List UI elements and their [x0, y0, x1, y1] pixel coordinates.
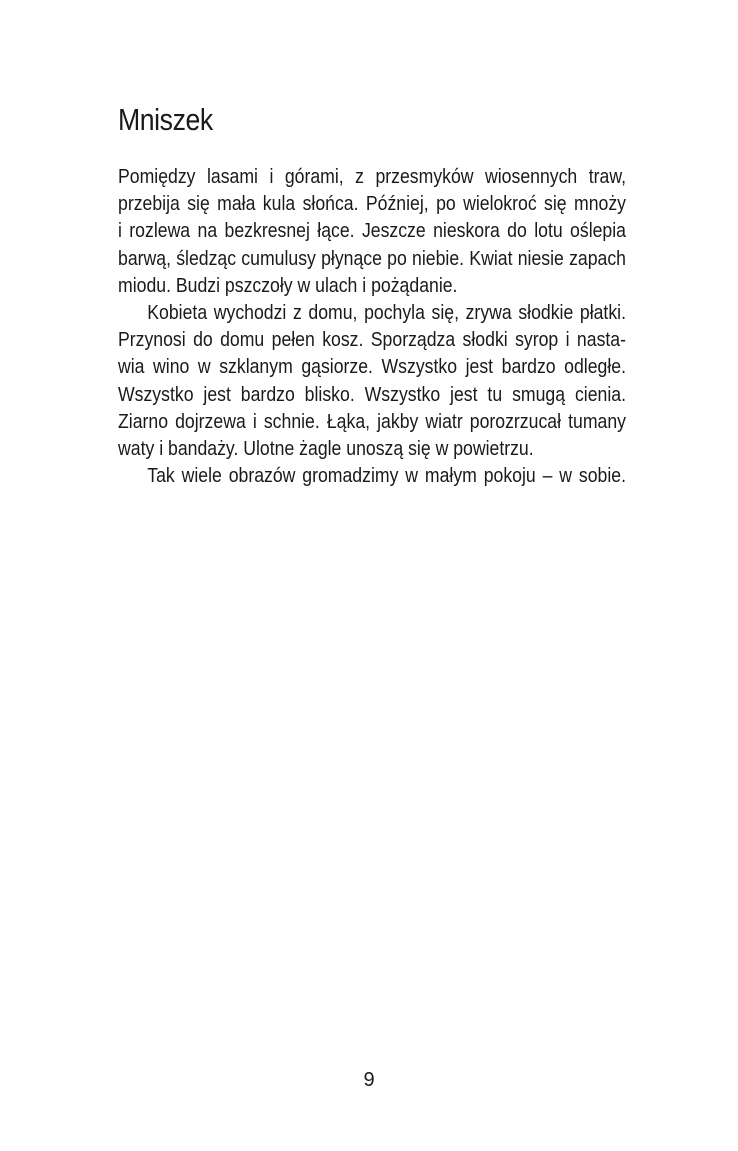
- page-number: 9: [363, 1069, 375, 1091]
- text-line: miodu. Budzi pszczoły w ulach i pożądanie.: [118, 273, 458, 297]
- text-line: Pomiędzy lasami i górami, z przesmyków wiosennych traw,: [118, 165, 626, 188]
- text-line: i rozlewa na bezkresnej łące. Jeszcze nieskora do lotu oślepia: [118, 219, 626, 243]
- chapter-title: Mniszek: [118, 102, 213, 137]
- text-line: Wszystko jest bardzo blisko. Wszystko jest tu smugą cienia.: [118, 382, 626, 406]
- text-line: Ziarno dojrzewa i schnie. Łąka, jakby wiatr porozrzucał tumany: [118, 409, 626, 433]
- text-line: Przynosi do domu pełen kosz. Sporządza słodki syrop i nasta-: [118, 328, 626, 352]
- text-line: przebija się mała kula słońca. Później, po wielokroć się mnoży: [118, 192, 626, 216]
- chapter-text: [118, 163, 626, 489]
- text-line: Tak wiele obrazów gromadzimy w małym pokoju – w sobie.: [147, 464, 626, 488]
- text-line: waty i bandaży. Ulotne żagle unoszą się w powietrzu.: [118, 436, 534, 460]
- text-line: wia wino w szklanym gąsiorze. Wszystko jest bardzo odległe.: [118, 355, 626, 379]
- text-line: Kobieta wychodzi z domu, pochyla się, zrywa słodkie płatki.: [147, 300, 626, 324]
- text-line: barwą, śledząc cumulusy płynące po niebie. Kwiat niesie zapach: [118, 246, 626, 270]
